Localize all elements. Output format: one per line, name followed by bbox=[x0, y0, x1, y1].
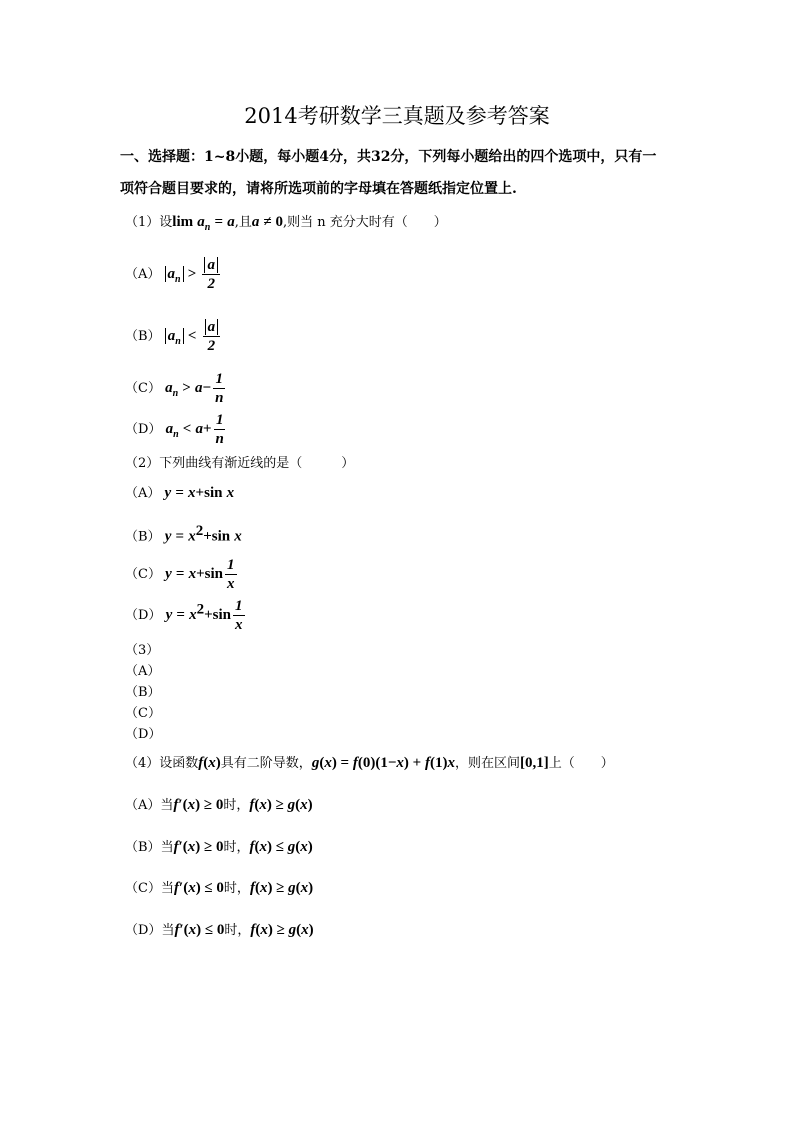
section-header-line-1: 一、选择题：1~8小题，每小题4分，共32分，下列每小题给出的四个选项中，只有一 bbox=[120, 149, 657, 165]
question-2-stem: （2）下列曲线有渐近线的是（ ） bbox=[125, 456, 355, 471]
question-4-option-c: （C）当f′(x) ≤ 0时，f(x) ≥ g(x) bbox=[125, 880, 314, 896]
question-4-number: （4） bbox=[125, 756, 160, 771]
question-4-stem: （4）设函数f(x)具有二阶导数，g(x) = f(0)(1−x) + f(1)x，则在区间[0,1]上（ ） bbox=[125, 755, 614, 771]
question-1-option-b: （B） $a_n$ < $\frac{a}{2}$ bbox=[125, 318, 222, 355]
question-4-option-a: （A）当f′(x) ≥ 0时，f(x) ≥ g(x) bbox=[125, 797, 313, 813]
question-4-option-d: （D）当f′(x) ≤ 0时，f(x) ≥ g(x) bbox=[125, 922, 314, 938]
section-header-line-2: 项符合题目要求的，请将所选项前的字母填在答题纸指定位置上. bbox=[120, 181, 517, 197]
question-3-number: （3） bbox=[125, 643, 160, 658]
question-2-option-a: （A） y = x+sin x bbox=[125, 485, 235, 501]
question-1-option-c: （C） $a_n > a-$ $\frac{1}{n}$ bbox=[125, 371, 224, 406]
question-2-option-d: （D） $y = x^2+\sin$ $\frac{1}{x}$ bbox=[125, 598, 243, 633]
question-4-option-b: （B）当f′(x) ≥ 0时，f(x) ≤ g(x) bbox=[125, 839, 313, 855]
question-1-stem: （1）设$\lim a_n = a$,且a ≠ 0,则当 n 充分大时有（ ） bbox=[125, 214, 447, 233]
question-3-option-c: （C） bbox=[125, 706, 161, 721]
question-1-option-d: （D） $a_n < a+$ $\frac{1}{n}$ bbox=[125, 412, 224, 447]
question-2-option-c: （C） y = x+sin $\frac{1}{x}$ bbox=[125, 557, 235, 592]
question-1-option-a: （A） $a_n$ > $\frac{a}{2}$ bbox=[125, 256, 222, 293]
question-2-option-b: （B） $y = x^2+\sin$ x bbox=[125, 523, 242, 545]
question-3-option-b: （B） bbox=[125, 685, 161, 700]
question-3-option-a: （A） bbox=[125, 664, 161, 679]
question-1-number: （1） bbox=[125, 215, 160, 230]
question-3-option-d: （D） bbox=[125, 727, 162, 742]
page-title: 2014考研数学三真题及参考答案 bbox=[244, 104, 550, 128]
